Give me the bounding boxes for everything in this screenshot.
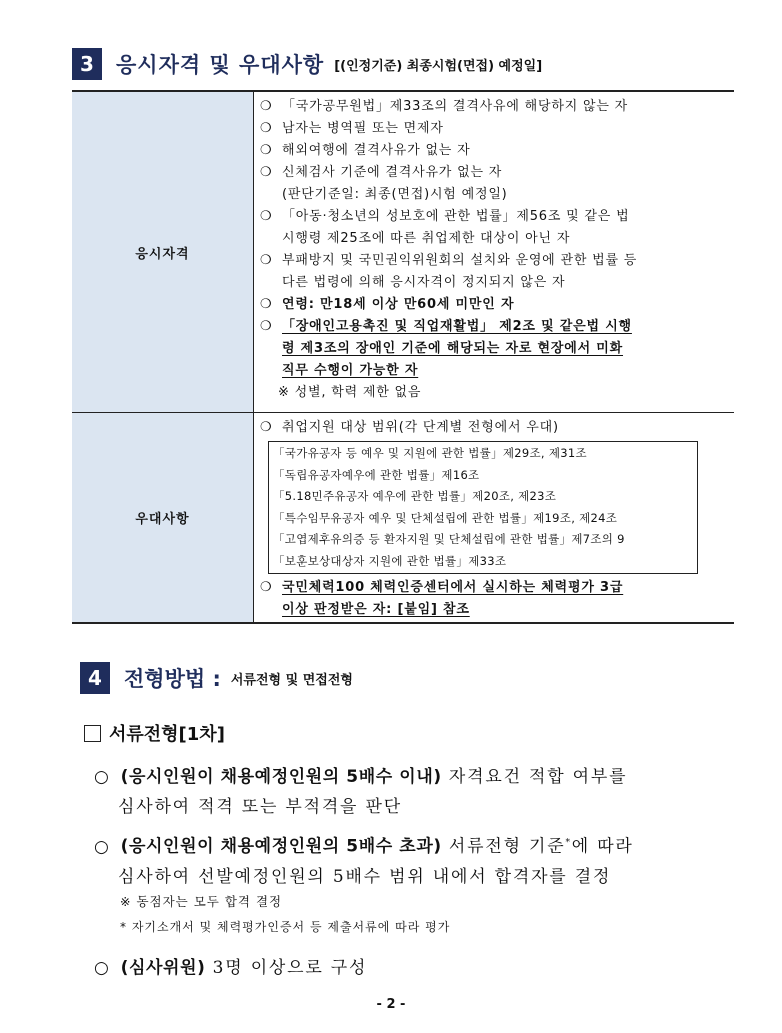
eligibility-note: ※ 성별, 학력 제한 없음 [278,385,422,400]
law-item: 「국가유공자 등 예우 및 지원에 관한 법률」제29조, 제31조 [273,446,587,460]
circle-bullet-icon: ○ [94,767,111,787]
doc-screening-heading: 서류전형[1차] [84,720,225,746]
page-number: - 2 - [376,997,406,1012]
table-row [72,413,734,624]
circle-bullet-icon: ○ [94,958,111,978]
law-item: 「5.18민주유공자 예우에 관한 법률」제20조, 제23조 [273,489,557,503]
section4-header [80,662,353,694]
law-item: 「특수임무유공자 예우 및 단체설립에 관한 법률」제19조, 제24조 [273,510,618,525]
checkbox-square-icon [84,725,101,742]
list-item: ❍ 「국가공무원법」제33조의 결격사유에 해당하지 않는 자 [260,99,628,114]
list-item-fitness: ❍ 국민체력100 체력인증센터에서 실시하는 체력평가 3급 이상 판정받은 자: [붙임] 참조 [260,580,624,617]
row-label-eligibility: 응시자격 [72,91,254,413]
circle-bullet-icon: ○ [94,836,111,857]
paragraph-reviewers: ○ (심사위원) 3명 이상으로 구성 [94,958,368,978]
list-item-age: ❍ 연령: 만18세 이상 만60세 미만인 자 [260,297,515,312]
section-subtitle: [(인정기준) 최종시험(면접) 예정일] [334,58,543,74]
list-item: ❍ 남자는 병역필 또는 면제자 [260,121,444,136]
section-number: 3 [72,48,102,80]
criteria-footnote: * 자기소개서 및 체력평가인증서 등 제출서류에 따라 평가 [120,920,451,934]
list-item: ❍ 취업지원 대상 범위(각 단계별 전형에서 우대) [260,420,559,435]
paragraph-over-5x: ○ (응시인원이 채용예정인원의 5배수 초과) 서류전형 기준*에 따라 심사하여 선발예정인원의 5배수 범위 내에서 합격자를 결정 [94,836,634,887]
list-item: ❍ 신체검사 기준에 결격사유가 없는 자 (판단기준일: 최종(면접)시험 예정일) [260,165,508,202]
eligibility-content [254,91,735,413]
preference-content [254,413,735,624]
tie-note: ※ 동점자는 모두 합격 결정 [120,894,283,909]
qualification-table [72,90,734,624]
list-item-disability: ❍ 「장애인고용촉진 및 직업재활법」 제2조 및 같은법 시행 령 제3조의 장애인 기준에 해당되는 자로 현장에서 미화 직무 수행이 가능한 자 [260,319,632,378]
law-item: 「독립유공자예우에 관한 법률」제16조 [273,467,480,482]
table-row [72,91,734,413]
section3-header [72,48,542,80]
row-label-preference: 우대사항 [72,413,254,624]
section-title: 응시자격 및 우대사항 [116,53,325,77]
list-item: ❍ 「아동·청소년의 성보호에 관한 법률」제56조 및 같은 법 시행령 제25조에 따른 취업제한 대상이 아닌 자 [260,209,630,246]
section-title: 전형방법 : [124,667,221,691]
section-subtitle: 서류전형 및 면접전형 [230,672,353,688]
law-item: 「보훈보상대상자 지원에 관한 법률」제33조 [273,553,507,568]
section-number: 4 [80,662,110,694]
list-item: ❍ 해외여행에 결격사유가 없는 자 [260,143,471,158]
law-list-box [268,441,698,574]
paragraph-within-5x: ○ (응시인원이 채용예정인원의 5배수 이내) 자격요건 적합 여부를 심사하여 적격 또는 부적격을 판단 [94,767,628,817]
law-item: 「고엽제후유의증 등 환자지원 및 단체설립에 관한 법률」제7조의 9 [273,532,625,546]
list-item: ❍ 부패방지 및 국민권익위원회의 설치와 운영에 관한 법률 등 다른 법령에 의해 응시자격이 정지되지 않은 자 [260,253,638,290]
